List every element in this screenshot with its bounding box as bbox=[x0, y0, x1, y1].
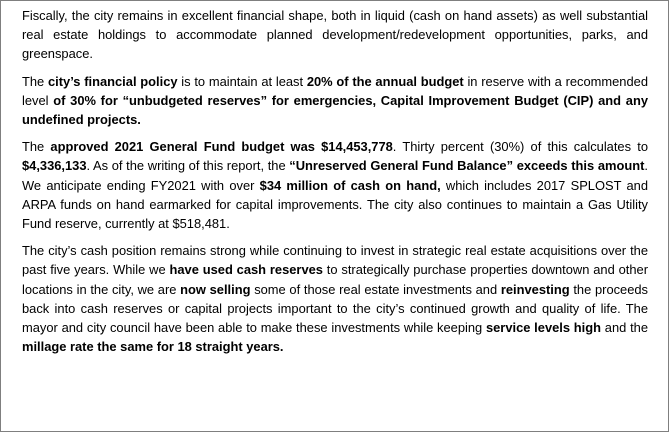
paragraph-general-fund-budget bbox=[22, 137, 648, 233]
paragraph-text: and the bbox=[601, 320, 648, 336]
paragraph-financial-policy bbox=[22, 72, 648, 130]
bold-text: 20% of the annual budget bbox=[306, 73, 464, 89]
paragraph-text: . Thirty percent (30%) of this calculates to bbox=[392, 139, 648, 155]
paragraph-text: The bbox=[22, 73, 48, 89]
bold-text: of 30% for “unbudgeted reserves” for emergencies, Capital Improvement Budget (CIP) and any undefined projects. bbox=[22, 92, 648, 128]
paragraph-text: which includes 2017 SPLOST and ARPA funds on hand earmarked for capital improvements. The city also continues to maintain a Gas Utility Fund reserve, currently at $518,481. bbox=[22, 177, 648, 232]
paragraph-financial-shape bbox=[22, 6, 648, 64]
bold-text: service levels high bbox=[485, 320, 602, 336]
paragraph-text: some of those real estate investments and bbox=[250, 281, 501, 297]
bold-text: now selling bbox=[180, 281, 251, 297]
paragraph-text: to strategically purchase properties downtown and other locations in the city, we are bbox=[22, 262, 648, 297]
paragraph-cash-position bbox=[22, 241, 648, 356]
bold-text: reinvesting bbox=[500, 281, 570, 297]
paragraph-text: the proceeds back into cash reserves or capital projects important to the city’s continued growth and quality of life. The mayor and city council have been able to make these investments while keeping bbox=[22, 281, 649, 336]
bold-text: $34 million of cash on hand, bbox=[259, 177, 441, 193]
paragraph-text: . We anticipate ending FY2021 with over bbox=[22, 158, 648, 193]
document-body bbox=[22, 6, 648, 356]
paragraph-text: Fiscally, the city remains in excellent financial shape, both in liquid (cash on hand assets) as well substantial real estate holdings to accommodate planned development/redevelopment opportunities, parks, and greenspace. bbox=[22, 8, 648, 62]
paragraph-text: . As of the writing of this report, the bbox=[86, 158, 290, 174]
bold-text: approved 2021 General Fund budget was $14,453,778 bbox=[50, 139, 393, 155]
paragraph-text: The city’s cash position remains strong while continuing to invest in strategic real estate acquisitions over the past five years. While we bbox=[22, 243, 648, 278]
bold-text: millage rate the same for 18 straight years. bbox=[22, 339, 284, 355]
paragraph-text: is to maintain at least bbox=[177, 73, 307, 89]
paragraph-text: in reserve with a recommended level bbox=[22, 73, 648, 108]
bold-text: $4,336,133 bbox=[22, 158, 87, 174]
bold-text: have used cash reserves bbox=[169, 262, 323, 278]
bold-text: “Unreserved General Fund Balance” exceeds this amount bbox=[289, 158, 645, 174]
paragraph-text: The bbox=[22, 139, 51, 155]
bold-text: city’s financial policy bbox=[47, 73, 178, 89]
